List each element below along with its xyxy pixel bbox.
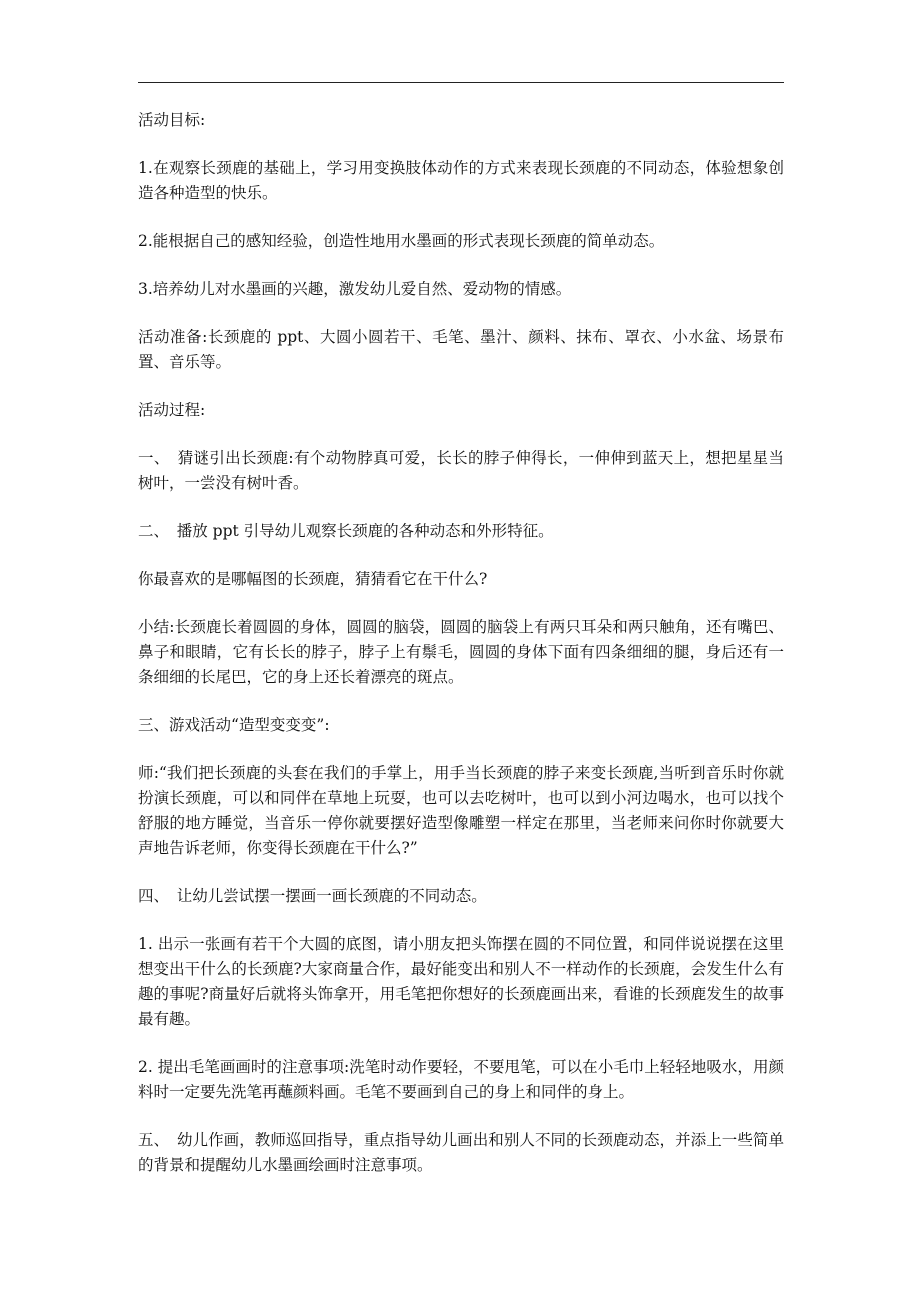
process-step-5: 五、 幼儿作画，教师巡回指导，重点指导幼儿画出和别人不同的长颈鹿动态，并添上一些简单的背景和提醒幼儿水墨画绘画时注意事项。 (138, 1131, 784, 1174)
teacher-dialogue: 师:“我们把长颈鹿的头套在我们的手掌上，用手当长颈鹿的脖子来变长颈鹿,当听到音乐时你就扮演长颈鹿，可以和同伴在草地上玩耍，也可以去吃树叶，也可以到小河边喝水，也可以找个舒服的地方睡觉，当音乐一停你就要摆好造型像雕塑一样定在那里，当老师来问你时你就要大声地告诉老师，你变得长颈鹿在干什么?” (138, 764, 784, 857)
section-heading-goals: 活动目标: (138, 111, 206, 129)
goal-item-2: 2.能根据自己的感知经验，创造性地用水墨画的形式表现长颈鹿的简单动态。 (138, 232, 665, 250)
step-4-item-2: 2. 提出毛笔画画时的注意事项:洗笔时动作要轻，不要甩笔，可以在小毛巾上轻轻地吸水，用颜料时一定要先洗笔再蘸颜料画。毛笔不要画到自己的身上和同伴的身上。 (138, 1058, 784, 1101)
question-paragraph: 你最喜欢的是哪幅图的长颈鹿，猜猜看它在干什么? (138, 570, 488, 588)
step-4-item-1: 1. 出示一张画有若干个大圆的底图，请小朋友把头饰摆在圆的不同位置，和同伴说说摆在这里想变出干什么的长颈鹿?大家商量合作，最好能变出和别人不一样动作的长颈鹿，会发生什么有趣的事呢?商量好后就将头饰拿开，用毛笔把你想好的长颈鹿画出来，看谁的长颈鹿发生的故事最有趣。 (138, 935, 784, 1028)
section-heading-process: 活动过程: (138, 401, 206, 419)
summary-paragraph: 小结:长颈鹿长着圆圆的身体，圆圆的脑袋，圆圆的脑袋上有两只耳朵和两只触角，还有嘴巴、鼻子和眼睛，它有长长的脖子，脖子上有鬃毛，圆圆的身体下面有四条细细的腿，身后还有一条细细的长尾巴，它的身上还长着漂亮的斑点。 (138, 618, 784, 686)
process-step-1: 一、 猜谜引出长颈鹿:有个动物脖真可爱，长长的脖子伸得长，一伸伸到蓝天上，想把星星当树叶，一尝没有树叶香。 (138, 449, 784, 492)
header-rule (138, 82, 784, 83)
process-step-3: 三、游戏活动“造型变变变”: (138, 716, 330, 734)
preparation-paragraph: 活动准备:长颈鹿的 ppt、大圆小圆若干、毛笔、墨汁、颜料、抹布、罩衣、小水盆、场景布置、音乐等。 (138, 328, 784, 371)
process-step-4: 四、 让幼儿尝试摆一摆画一画长颈鹿的不同动态。 (138, 887, 487, 905)
goal-item-1: 1.在观察长颈鹿的基础上，学习用变换肢体动作的方式来表现长颈鹿的不同动态，体验想象创造各种造型的快乐。 (138, 159, 784, 202)
document-body (138, 108, 784, 1201)
goal-item-3: 3.培养幼儿对水墨画的兴趣，激发幼儿爱自然、爱动物的情感。 (138, 280, 572, 298)
process-step-2: 二、 播放 ppt 引导幼儿观察长颈鹿的各种动态和外形特征。 (138, 522, 554, 540)
